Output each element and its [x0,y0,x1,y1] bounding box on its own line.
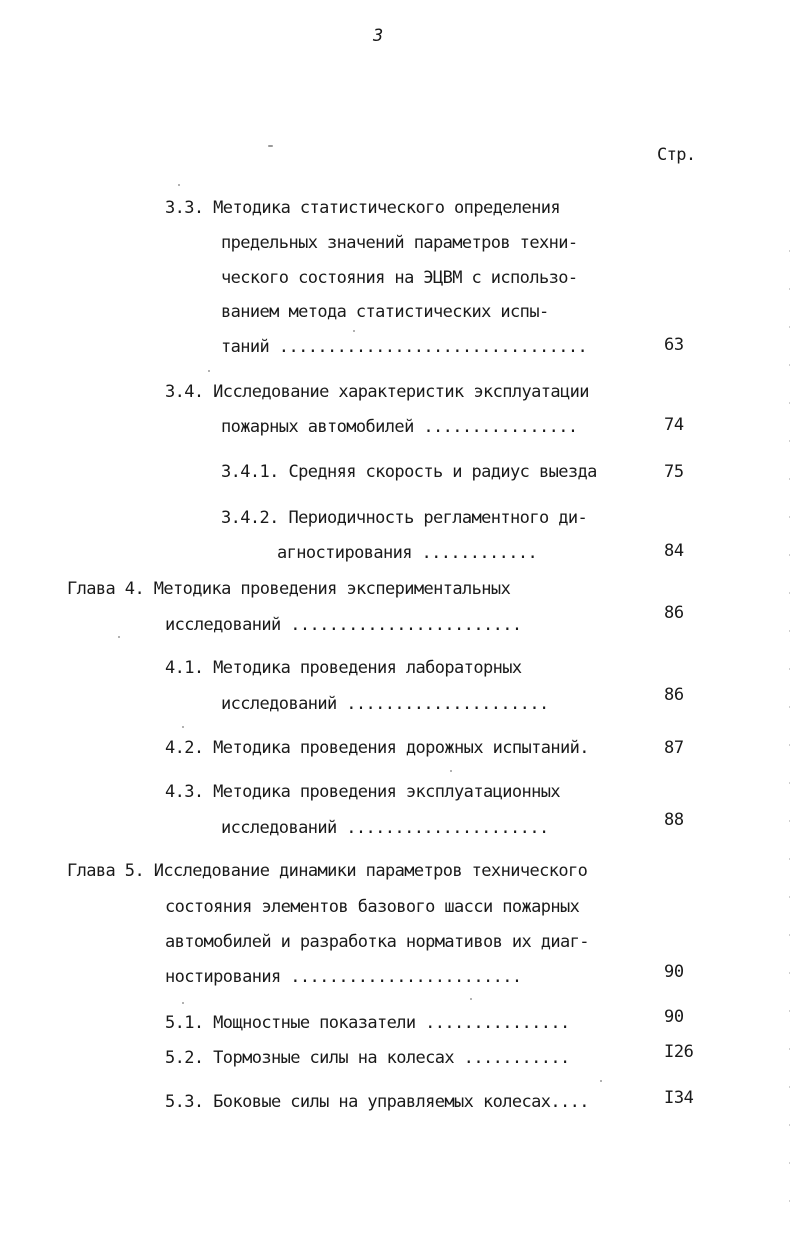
toc-line: пожарных автомобилей ................ [221,417,578,437]
toc-line: ческого состояния на ЭЦВМ с использо- [221,268,578,288]
scan-speck [353,330,355,332]
toc-line: 4.3. Методика проведения эксплуатационных [165,782,561,802]
toc-line: Глава 5. Исследование динамики параметров технического [67,861,588,881]
scan-speck [182,726,184,728]
toc-line: 3.4. Исследование характеристик эксплуатации [165,382,589,402]
toc-line: исследований ..................... [221,818,549,838]
toc-line: предельных значений параметров техни- [221,233,578,253]
toc-line: ностирования ........................ [165,967,522,987]
toc-line: 4.2. Методика проведения дорожных испытаний. [165,738,589,758]
toc-page-number: I34 [664,1088,694,1108]
toc-line: 5.1. Мощностные показатели ............... [165,1013,570,1033]
toc-line: агностирования ............ [277,543,538,563]
toc-line: исследований ..................... [221,694,549,714]
scan-speck [268,145,273,147]
scan-speck [178,184,180,186]
toc-line: 4.1. Методика проведения лабораторных [165,658,522,678]
toc-page-number: 74 [664,415,684,435]
toc-page-number: 87 [664,738,684,758]
toc-line: ванием метода статистических испы- [221,302,549,322]
scan-speck [470,998,472,1000]
toc-line: исследований ........................ [165,615,522,635]
toc-page-number: 90 [664,1007,684,1027]
toc-line: состояния элементов базового шасси пожарных [165,897,580,917]
scan-speck [600,1080,602,1082]
scan-speck [450,770,452,772]
toc-page-number: 86 [664,685,684,705]
toc-line: автомобилей и разработка нормативов их диаг- [165,932,589,952]
toc-line: 5.3. Боковые силы на управляемых колесах.... [165,1092,589,1112]
page-number: 3 [373,26,383,46]
toc-line: 3.3. Методика статистического определения [165,198,561,218]
toc-line: 5.2. Тормозные силы на колесах ........... [165,1048,570,1068]
scan-speck [208,370,210,372]
toc-page-number: 90 [664,962,684,982]
scan-speck [182,1002,184,1004]
toc-line: 3.4.1. Средняя скорость и радиус выезда [221,462,597,482]
toc-line: таний ................................ [221,337,588,357]
scan-speck [118,636,120,638]
toc-page-number: 86 [664,603,684,623]
toc-page-number: 88 [664,810,684,830]
toc-page-number: I26 [664,1042,694,1062]
page-column-label: Стр. [657,145,696,165]
toc-page-number: 63 [664,335,684,355]
toc-page-number: 75 [664,462,684,482]
toc-page-number: 84 [664,541,684,561]
toc-line: 3.4.2. Периодичность регламентного ди- [221,508,588,528]
scan-edge-marks [789,250,790,1210]
toc-line: Глава 4. Методика проведения экспериментальных [67,579,511,599]
